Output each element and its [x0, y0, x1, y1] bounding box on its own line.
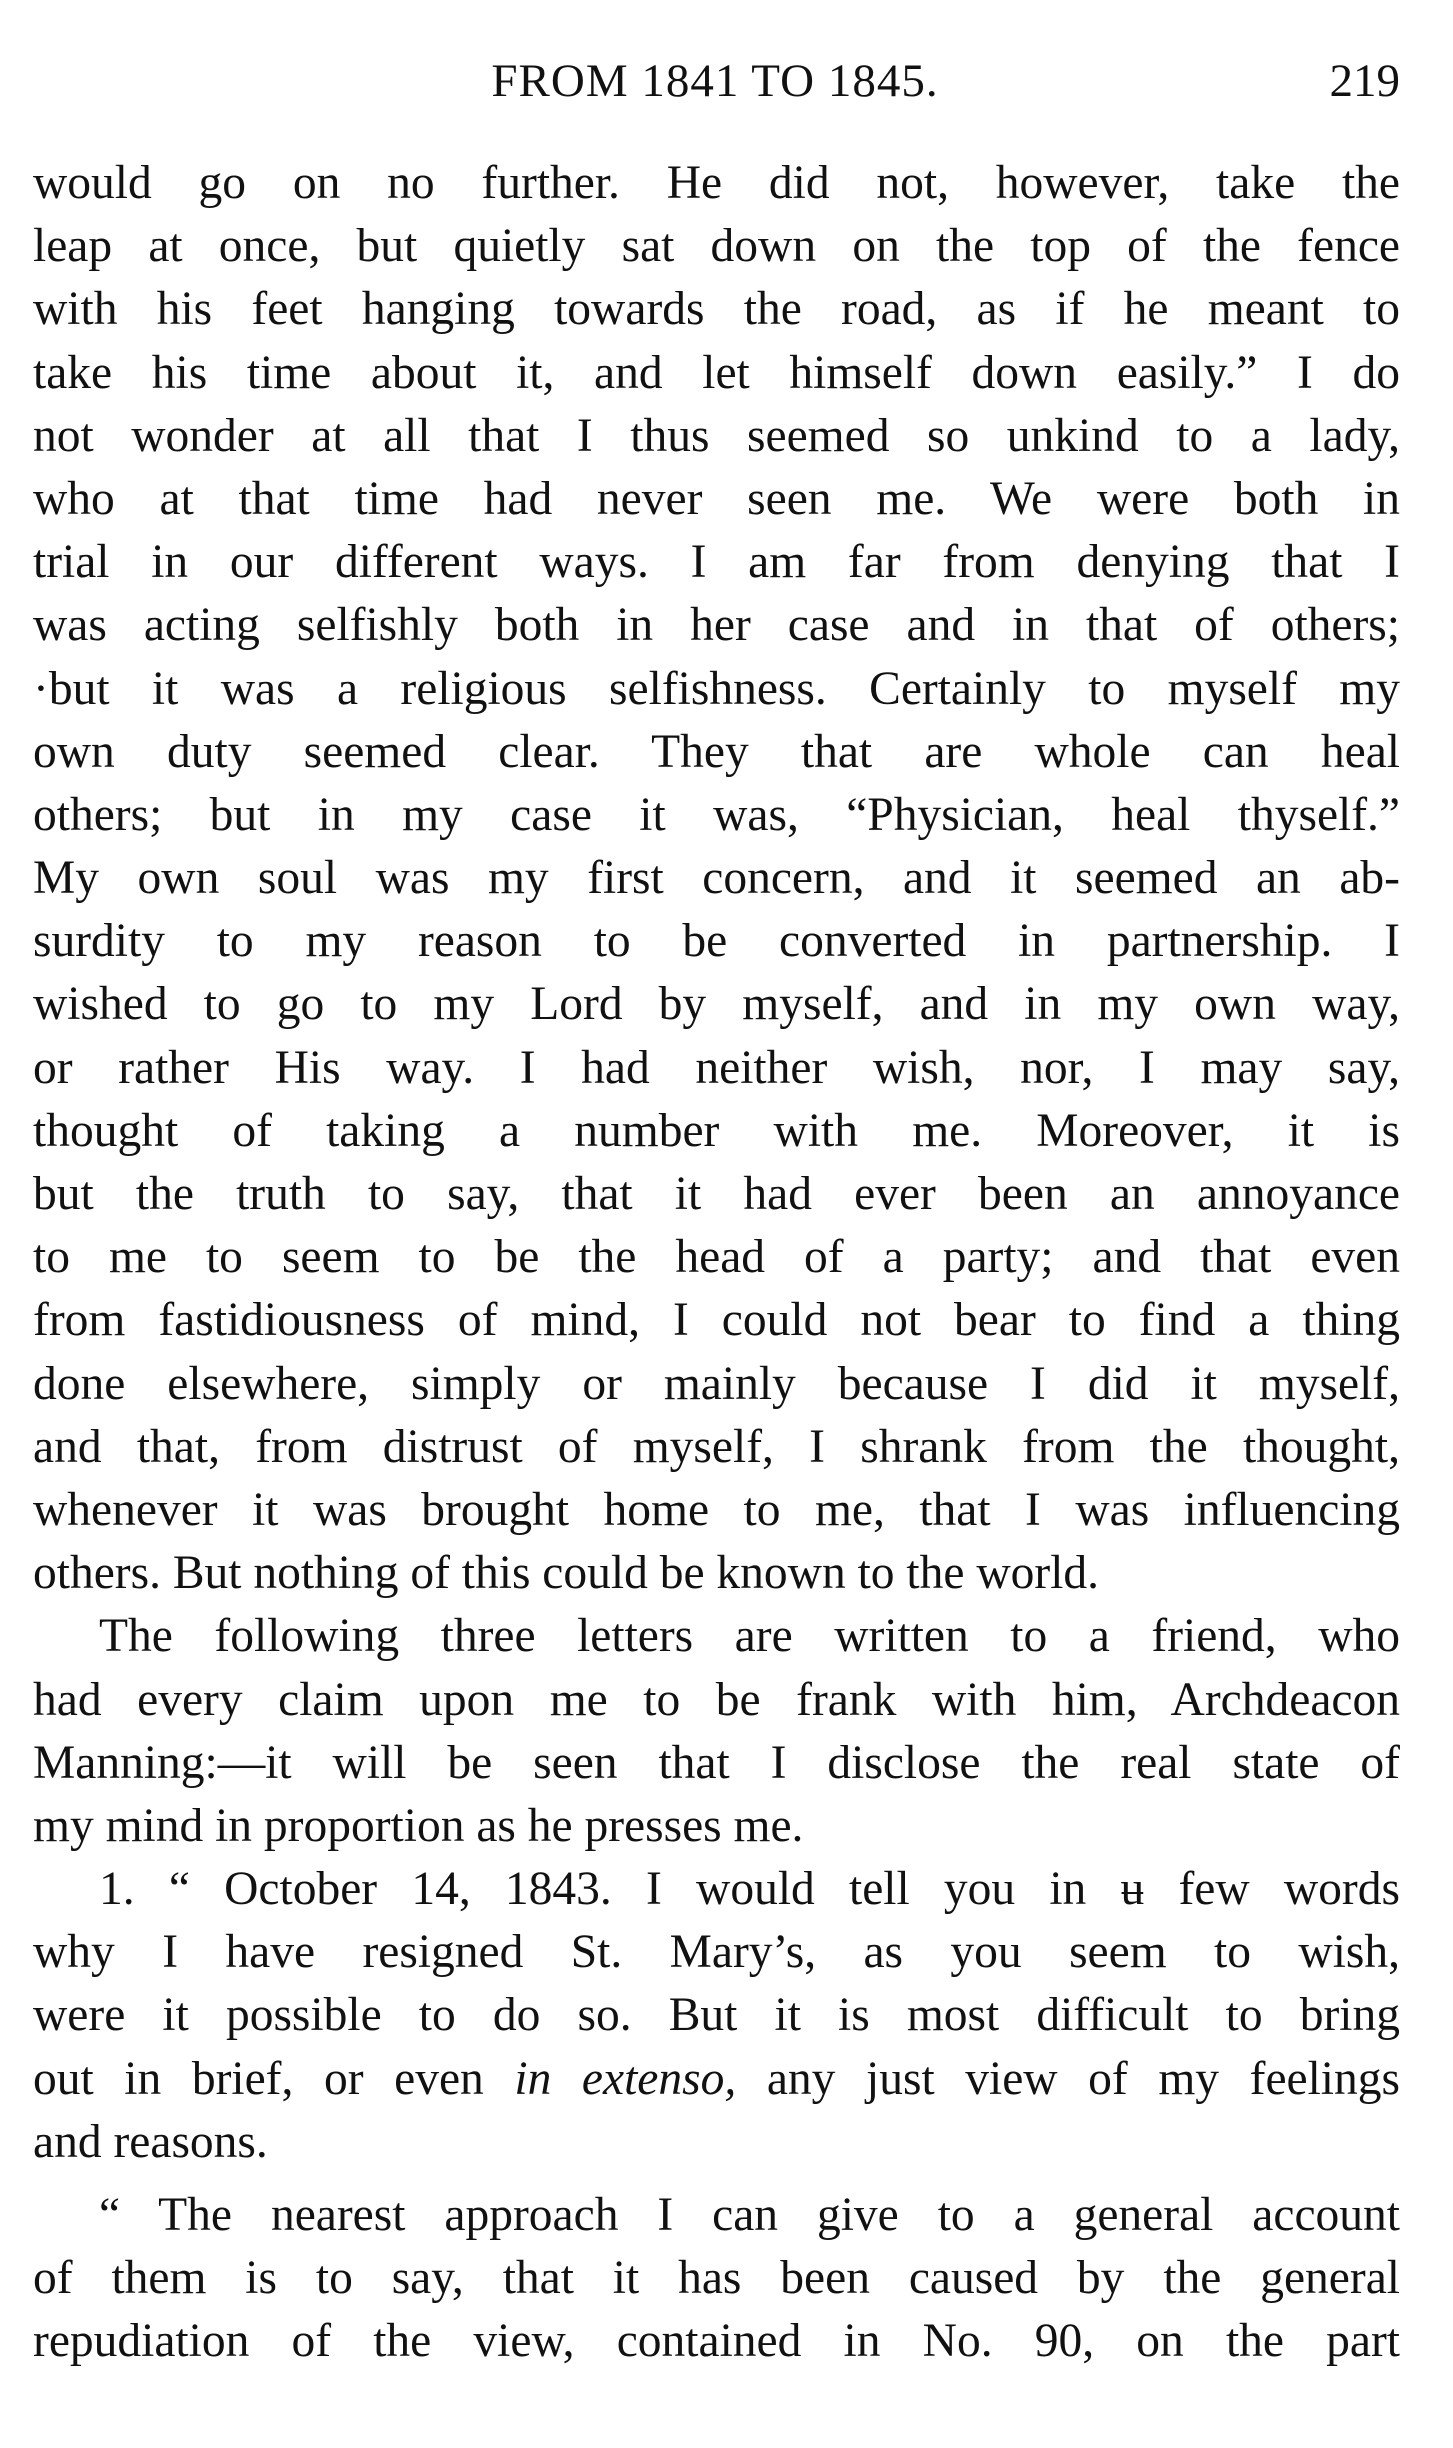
page-number: 219 [1329, 55, 1400, 107]
paragraph-start-line: “ The nearest approach I can give to a general account [99, 2189, 1400, 2241]
text-line: done elsewhere, simply or mainly because I did it myself, [33, 1357, 1400, 1410]
text-line: ·but it was a religious selfishness. Certainly to myself my [33, 662, 1400, 715]
text-line: were it possible to do so. But it is most difficult to bring [33, 1989, 1400, 2042]
letter-start-line: 1. “ October 14, 1843. I would tell you in ʉ few words [99, 1863, 1400, 1916]
text-line: and reasons. [33, 2115, 268, 2168]
text-line: trial in our different ways. I am far from denying that I [33, 536, 1400, 589]
text-line: had every claim upon me to be frank with him, Archdeacon [33, 1673, 1400, 1726]
running-head [30, 46, 1400, 116]
text-line: repudiation of the view, contained in No. 90, on the part [33, 2315, 1400, 2368]
paragraph-start-line: The following three letters are written to a friend, who [99, 1610, 1400, 1663]
text-line: others. But nothing of this could be known to the world. [33, 1547, 1100, 1600]
text-line: My own soul was my first concern, and it seemed an ab- [33, 852, 1400, 905]
text-line: leap at once, but quietly sat down on the top of the fence [33, 220, 1400, 273]
text-line: surdity to my reason to be converted in partnership. I [33, 915, 1400, 968]
body-text [33, 152, 1400, 2374]
text-line: own duty seemed clear. They that are whole can heal [33, 725, 1400, 778]
text-line: or rather His way. I had neither wish, nor, I may say, [33, 1041, 1400, 1094]
text-line-with-italic [33, 2048, 1400, 2111]
text-line: of them is to say, that it has been caused by the general [33, 2252, 1400, 2305]
text-line: but the truth to say, that it had ever been an annoyance [33, 1168, 1400, 1220]
text-line: Manning:—it will be seen that I disclose the real state of [33, 1736, 1400, 1789]
text-line: to me to seem to be the head of a party; and that even [33, 1231, 1400, 1284]
text-line: with his feet hanging towards the road, as if he meant to [33, 283, 1400, 336]
text-line: who at that time had never seen me. We were both in [33, 472, 1400, 525]
text-line: not wonder at all that I thus seemed so unkind to a lady, [33, 409, 1400, 462]
text-line: take his time about it, and let himself down easily.” I do [33, 346, 1400, 399]
running-title: FROM 1841 TO 1845. [491, 55, 939, 107]
text-line: why I have resigned St. Mary’s, as you seem to wish, [33, 1926, 1400, 1979]
text-segment: out in brief, or even [33, 2052, 484, 2105]
text-line: whenever it was brought home to me, that I was influencing [33, 1483, 1400, 1536]
text-line: was acting selfishly both in her case and in that of others; [33, 599, 1400, 652]
text-line: and that, from distrust of myself, I shrank from the thought, [33, 1420, 1400, 1473]
text-segment: any just view of my feelings [766, 2052, 1400, 2105]
text-line: would go on no further. He did not, however, take the [33, 157, 1400, 209]
text-line: others; but in my case it was, “Physician, heal thyself.” [33, 788, 1400, 841]
italic-phrase: in extenso, [514, 2052, 737, 2105]
text-line: thought of taking a number with me. Moreover, it is [33, 1104, 1400, 1157]
text-line: from fastidiousness of mind, I could not bear to find a thing [33, 1294, 1400, 1347]
text-line: my mind in proportion as he presses me. [33, 1799, 804, 1852]
text-line: wished to go to my Lord by myself, and in my own way, [33, 978, 1400, 1031]
